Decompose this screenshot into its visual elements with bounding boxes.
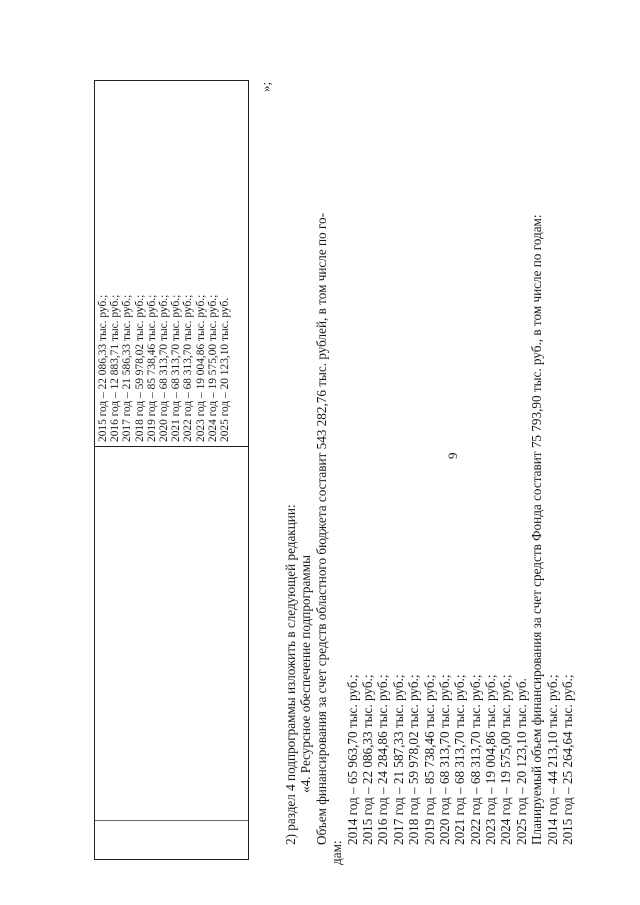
year-line: 2018 год – 59 978,02 тыс. руб.; bbox=[406, 674, 422, 845]
table-line: 2017 год – 21 586,33 тыс. руб.; bbox=[121, 294, 134, 442]
table-line: 2021 год – 68 313,70 тыс. руб.; bbox=[170, 294, 183, 442]
year-line: 2025 год – 20 123,10 тыс. руб. bbox=[513, 678, 529, 845]
table-column-divider bbox=[95, 820, 248, 821]
table-line: 2024 год – 19 575,00 тыс. руб.; bbox=[206, 294, 219, 442]
year-line: 2015 год – 25 264,64 тыс. руб.; bbox=[560, 674, 576, 845]
page-number: 9 bbox=[445, 452, 460, 459]
year-line: 2016 год – 24 284,86 тыс. руб.; bbox=[375, 674, 391, 845]
table-line: 2020 год – 68 313,70 тыс. руб.; bbox=[158, 294, 171, 442]
year-line: 2019 год – 85 738,46 тыс. руб.; bbox=[421, 674, 437, 845]
table-column-divider bbox=[95, 446, 248, 447]
year-line: 2022 год – 68 313,70 тыс. руб.; bbox=[467, 674, 483, 845]
table-cell-funding bbox=[97, 295, 231, 442]
body-text bbox=[283, 213, 575, 865]
quote-close: »; bbox=[258, 81, 273, 92]
table-line: 2016 год – 12 883,71 тыс. руб.; bbox=[109, 294, 122, 442]
year-line: 2021 год – 68 313,70 тыс. руб.; bbox=[452, 674, 468, 845]
table-line: 2018 год – 59 978,02 тыс. руб.; bbox=[133, 294, 146, 442]
paragraph-line: 2) раздел 4 подпрограммы изложить в следующей редакции: bbox=[283, 504, 298, 845]
table-line: 2023 год – 19 004,86 тыс. руб.; bbox=[194, 294, 207, 442]
table-line: 2022 год – 68 313,70 тыс. руб.; bbox=[182, 294, 195, 442]
section-heading: «4. Ресурсное обеспечение подпрограммы bbox=[298, 555, 314, 793]
table bbox=[94, 80, 249, 860]
year-line: 2023 год – 19 004,86 тыс. руб.; bbox=[483, 674, 499, 845]
table-line: 2025 год – 20 123,10 тыс. руб. bbox=[219, 297, 232, 442]
paragraph-line: дам: bbox=[329, 840, 345, 865]
paragraph-line: Объем финансирования за счет средств областного бюджета составит 543 282,76 тыс. рублей, в том числе по го- bbox=[313, 212, 329, 845]
table-line: 2015 год – 22 086,33 тыс. руб.; bbox=[97, 294, 109, 442]
year-line: 2014 год – 65 963,70 тыс. руб.; bbox=[344, 674, 360, 845]
table-line: 2019 год – 85 738,46 тыс. руб.; bbox=[145, 294, 158, 442]
year-line: 2017 год – 21 587,33 тыс. руб.; bbox=[390, 674, 406, 845]
year-line: 2020 год – 68 313,70 тыс. руб.; bbox=[436, 674, 452, 845]
year-line: 2024 год – 19 575,00 тыс. руб.; bbox=[498, 674, 514, 845]
paragraph-line: Планируемый объем финансирования за счет средств Фонда составит 75 793,90 тыс. руб., в том числе по годам: bbox=[529, 214, 545, 845]
year-line: 2014 год – 44 213,10 тыс. руб.; bbox=[544, 674, 560, 845]
year-line: 2015 год – 22 086,33 тыс. руб.; bbox=[359, 674, 375, 845]
